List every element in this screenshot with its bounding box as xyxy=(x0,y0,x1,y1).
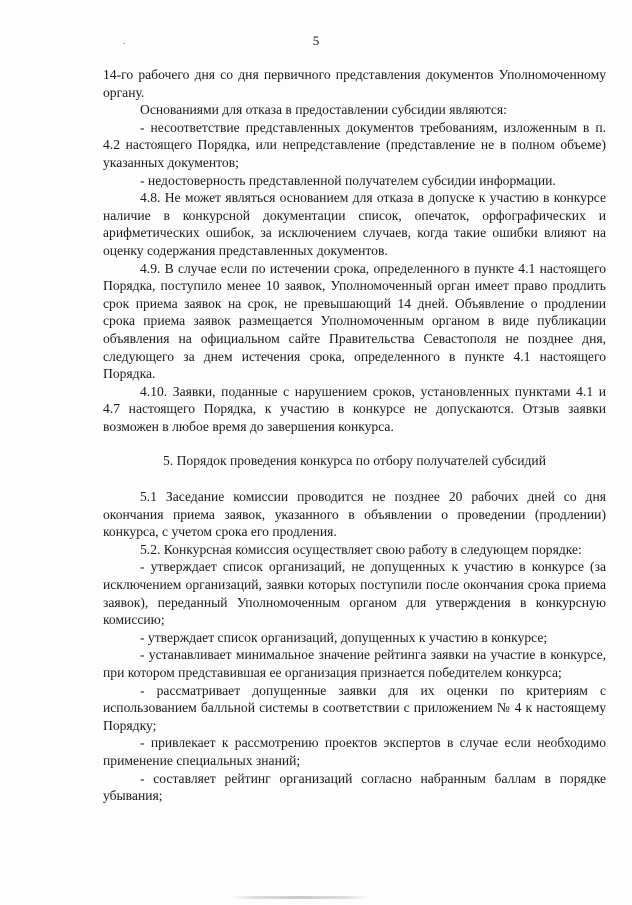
paragraph-5-2: 5.2. Конкурсная комиссия осуществляет свою работу в следующем порядке: xyxy=(140,541,582,557)
paragraph-4-9: 4.9. В случае если по истечении срока, определенного в пункте 4.1 настоящего Порядка, поступило менее 10 заявок, Уполномоченный орган имеет право продлить срок приема заявок на срок, не превышающий 14 дней. Объявление о продлении срока приема заявок размещается Уполномоченным органом в виде публикации объявления на официальном сайте Правительства Севастополя не позднее дня, следующего за днем истечения срока, определенного в пункте 4.1 настоящего Порядка. xyxy=(103,260,606,382)
list-item-experts: - привлекает к рассмотрению проектов экспертов в случае если необходимо применение специальных знаний; xyxy=(103,735,606,768)
page-number: 5 xyxy=(312,33,320,48)
paragraph-continuation: 14-го рабочего дня со дня первичного представления документов Уполномоченному органу. xyxy=(103,67,606,100)
paragraph-refusal-item-1: - несоответствие представленных документов требованиям, изложенным в п. 4.2 настоящего Порядка, или непредставление (представление не в полном объеме) указанных документов; xyxy=(103,119,606,170)
list-item-min-rating: - устанавливает минимальное значение рейтинга заявки на участие в конкурсе, при котором представившая ее организация признается победителем конкурса; xyxy=(103,647,606,680)
paragraph-refusal-item-2: - недостоверность представленной получателем субсидии информации. xyxy=(140,172,556,188)
paragraph-4-8: 4.8. Не может являться основанием для отказа в допуске к участию в конкурсе наличие в конкурсной документации список, опечаток, орфографических и арифметических ошибок, за исключением случаев, когда такие ошибки влияют на оценку содержания представленных документов. xyxy=(103,190,606,258)
list-item-ranking: - составляет рейтинг организаций согласно набранным баллам в порядке убывания; xyxy=(103,770,606,804)
scan-dot: . xyxy=(123,36,126,47)
scan-artifact xyxy=(230,896,370,899)
list-item-review-applications: - рассматривает допущенные заявки для их оценки по критериям с использованием балльной системы в соответствии с приложением № 4 к настоящему Порядку; xyxy=(103,682,606,733)
paragraph-refusal-grounds: Основаниями для отказа в предоставлении субсидии являются: xyxy=(140,102,507,118)
list-item-admitted-orgs: - утверждает список организаций, допущенных к участию в конкурсе; xyxy=(140,629,548,645)
document-body xyxy=(103,66,606,805)
section-heading: 5. Порядок проведения конкурса по отбору получателей субсидий xyxy=(163,453,546,469)
paragraph-4-10: 4.10. Заявки, поданные с нарушением сроков, установленных пунктами 4.1 и 4.7 настоящего Порядка, к участию в конкурсе не допускаются. Отзыв заявки возможен в любое время до завершения конкурса. xyxy=(103,383,606,434)
paragraph-5-1: 5.1 Заседание комиссии проводится не позднее 20 рабочих дней со дня окончания приема заявок, указанного в объявлении о проведении (продлении) конкурса, с учетом срока его продления. xyxy=(103,489,606,540)
list-item-excluded-orgs: - утверждает список организаций, не допущенных к участию в конкурсе (за исключением организаций, заявки которых поступили после окончания срока приема заявок), переданный Уполномоченным органом для утверждения в конкурсную комиссию; xyxy=(103,559,606,628)
